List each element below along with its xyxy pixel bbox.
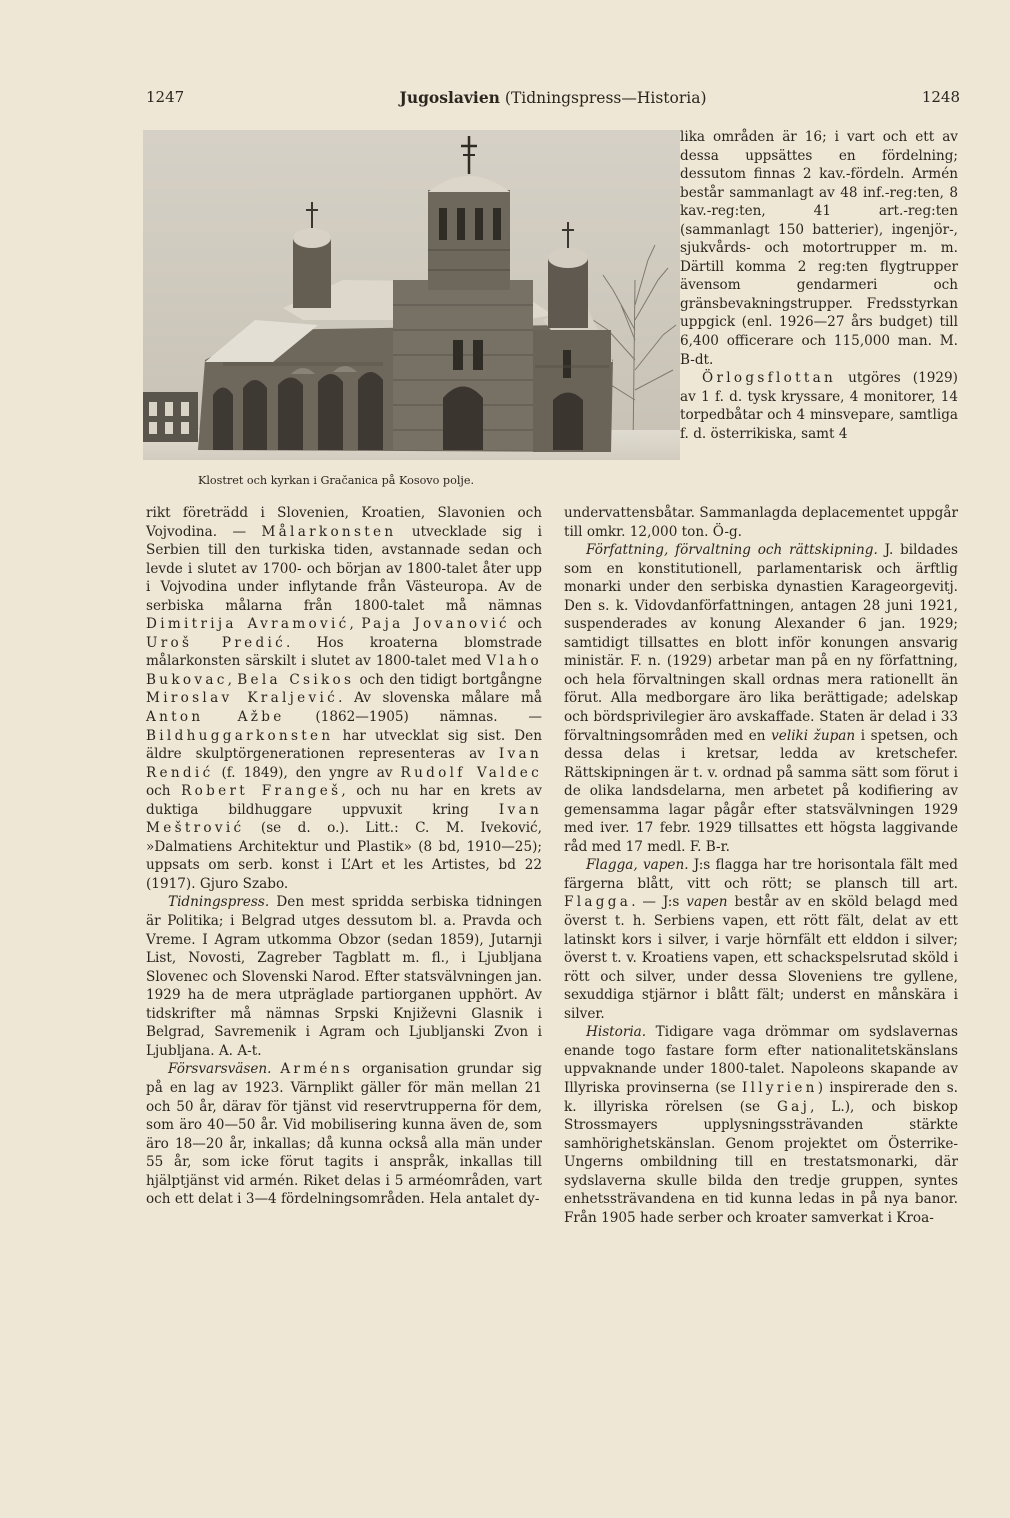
- name-csikos: Bela Csikos: [237, 671, 355, 688]
- text-fragment: . — J:s: [631, 894, 680, 911]
- ref-illyrien: Illyrien: [741, 1079, 818, 1096]
- running-title: [146, 88, 960, 107]
- right-column: [564, 504, 958, 1227]
- orlog-text: utgöres (1929) av 1 f. d. tysk kryssare, 4 monitorer, 14 torpedbåtar och 4 minsvepare, samtliga f. d. österrikiska, samt 4: [680, 370, 958, 442]
- text-fragment: , L.), och biskop Strossmayers upplysningssträvanden stärkte samhörighetskänslan. Genom projektet om Österrike-Ungerns ombildning till en trestatsmonarki, där sydslaverna skulle bilda den tredje gruppen, syntes enhetssträvandena en tid kunna ledas in på nya banor. Från 1905 hade serber och kroater samverkat i Kroa-: [564, 1098, 958, 1226]
- paragraph-historia: [564, 1023, 958, 1227]
- term-orlogsflottan: Örlogsflottan: [702, 370, 837, 387]
- text-fragment: . Av slovenska målare må: [338, 690, 542, 707]
- church-photo: [143, 130, 680, 460]
- name-jovanovic: Paja Jovanović: [361, 616, 510, 633]
- heading-historia: Historia.: [586, 1024, 647, 1041]
- page-number-left: 1247: [146, 88, 185, 106]
- text-fragment: (se d. o.). Litt.: C. M. Iveković, »Dalmatiens Architektur und Plastik» (8 bd, 1910—25); uppsats om serb. konst i L’Art et les Artistes, bd 22 (1917). Gjuro Szabo.: [146, 820, 542, 892]
- name-franges: Robert Frangeš: [181, 783, 342, 800]
- text-fragment: rikt företrädd i Slovenien, Kroatien, Slavonien och Vojvodina. —: [146, 505, 542, 540]
- name-avramovic: Dimitrija Avramović: [146, 616, 350, 633]
- name-kraljevic: Miroslav Kraljević: [146, 690, 339, 707]
- text-fragment: (1862—1905) nämnas. —: [315, 709, 542, 726]
- paragraph-forsvarsvasen: [146, 1060, 542, 1208]
- heading-forsvarsvasen: Försvarsväsen.: [168, 1061, 272, 1078]
- text-fragment: Den mest spridda serbiska tidningen är Politika; i Belgrad utges dessutom bl. a. Pravda och Vreme. I Agram utkomma Obzor (sedan 1859), Jutarnji List, Novosti, Zagreber Tagblatt m. fl., i Ljubljana Slovenec och Slovenski Narod. Efter statsvälvningen jan. 1929 ha de mera utpräglade partiorganen upphört. Av tidskrifter må nämnas Srpski Književni Glasnik i Belgrad, Savremenik i Agram och Ljubljanski Zvon i Ljubljana. A. A-t.: [146, 894, 542, 1059]
- heading-tidningspress: Tidningspress.: [168, 894, 270, 911]
- term-armens: Arméns: [280, 1061, 354, 1078]
- name-mestrovic: Ivan Meštrović: [146, 801, 542, 837]
- paragraph-flagga: [564, 856, 958, 1023]
- name-valdec: Rudolf Valdec: [400, 764, 543, 781]
- paragraph-orlog-cont: undervattensbåtar. Sammanlagda deplacementet uppgår till omkr. 12,000 ton. Ö-g.: [564, 505, 958, 540]
- name-predic: Uroš Predić: [146, 634, 287, 651]
- text-fragment: består av en sköld belagd med överst t. h. Serbiens vapen, ett rött fält, delat av ett latinskt kors i silver, i varje hörnfält ett elddon i silver; överst t. v. Kroatiens vapen, ett schackspelsrutad sköld i rött och silver, under dessa Sloveniens tre gyllene, sexuddiga stjärnor i blått fält; underst en månskära i silver.: [564, 894, 959, 1022]
- text-fragment: . Hos kroaterna blomstrade målarkonsten särskilt i slutet av 1800-talet med: [146, 634, 542, 670]
- text-fragment: Tidigare vaga drömmar om sydslavernas enande togo fastare form efter nationalitetskänslans uppvaknande under 1800-talet. Napoleons skapande av Illyriska provinserna (se: [564, 1024, 958, 1096]
- name-bukovac: Vlaho Bukovac: [146, 653, 542, 688]
- text-fragment: i spetsen, och dessa delas i kretsar, ledda av kretschefer. Rättskipningen är t. v. ordnad på samma sätt som förut i de olika landsdelarna, men arbetet på kodifiering av gemensamma lagar pågår efter statsvälvningen 1929 med iver. 17 febr. 1929 tillsattes ett högsta laggivande råd med 17 medl. F. B-r.: [564, 727, 959, 855]
- ref-gaj: Gaj: [777, 1098, 811, 1115]
- paragraph-tidningspress: [146, 893, 542, 1060]
- text-fragment: ) inspirerade den s. k. illyriska rörelsen (se: [564, 1079, 958, 1115]
- text-fragment: J. bildades som en konstitutionell, parlamentarisk och ärftlig monarki under den serbiska dynastien Karageorgevitj. Den s. k. Vidovdanförfattningen, antagen 28 juni 1921, suspenderades av konung Alexander 6 jan. 1929; samtidigt tillsattes en blott inför konungen ansvarig ministär. F. n. (1929) arbetar man på en ny författning, och hela förvaltningen skall ordnas mera rationellt än förut. Alla medborgare äro lika berättigade; adelskap och bördsprivilegier äro avskaffade. Staten är delad i 33 förvaltningsområden med en: [564, 542, 958, 744]
- name-azbe: Anton Ažbe: [146, 709, 285, 726]
- text-fragment: organisation grundar sig på en lag av 1923. Värnplikt gäller för män mellan 21 och 50 år, därav för tjänst vid reservtrupperna för dem, som äro 40—50 år. Vid mobilisering kunna även de, som äro 18—20 år, inkallas; då kunna också alla män under 55 år, som icke förut tagits i anspråk, inkallas till hjälptjänst vid armén. Riket delas i 5 arméområden, vart och ett delat i 3—4 fördelningsområden. Hela antalet dy-: [146, 1061, 542, 1208]
- text-fragment: utvecklade sig i Serbien till den turkiska tiden, avstannade sedan och levde i slutet av 1700- och början av 1800-talet åter upp i Vojvodina under inflytande från Västeuropa. Av de serbiska målarna från 1800-talet må nämnas: [146, 523, 542, 614]
- running-title-rest: (Tidningspress—Historia): [504, 89, 707, 107]
- text-fragment: (f. 1849), den yngre av: [221, 764, 393, 781]
- page-header: [146, 88, 960, 112]
- figure-caption: Klostret och kyrkan i Gračanica på Kosovo polje.: [198, 474, 475, 487]
- name-rendic: Ivan Rendić: [146, 746, 542, 781]
- text-fragment: och den tidigt bortgångne: [359, 671, 542, 688]
- text-fragment: J:s flagga har tre horisontala fält med färgerna blått, vitt och rött; se plansch till art.: [564, 857, 958, 892]
- right-column-top: [680, 128, 958, 443]
- paragraph-forfattning: [564, 541, 958, 856]
- text-fragment: och: [146, 783, 171, 800]
- text-fragment: och: [517, 616, 542, 633]
- heading-forfattning: Författning, förvaltning och rättskipning.: [586, 542, 878, 559]
- text-fragment: , och nu har en krets av duktiga bildhuggare uppvuxit kring: [146, 783, 542, 818]
- paragraph-armen-cont: lika områden är 16; i vart och ett av dessa uppsättes en fördelning; dessutom finnas 2 kav.-fördeln. Armén består sammanlagt av 48 inf.-reg:ten, 8 kav.-reg:ten, 41 art.-reg:ten (sammanlagt 150 batterier), ingenjör-, sjukvårds- och motortrupper m. m. Därtill komma 2 reg:ten flygtrupper ävensom gendarmeri och gränsbevakningstrupper. Fredsstyrkan uppgick (enl. 1926—27 års budget) till 6,400 officerare och 115,000 man. M. B-dt.: [680, 129, 958, 368]
- left-column: [146, 504, 542, 1209]
- term-bildhuggarkonsten: Bildhuggarkonsten: [146, 727, 334, 744]
- paragraph-konst: rikt företrädd i Slovenien, Kroatien, Slavonien och Vojvodina. — Målarkonsten utvecklade sig i Serbien till den turkiska tiden, avstannade sedan och levde i slutet av 1700- och början av 1800-talet åter upp i Vojvodina under inflytande från Västeuropa. Av de serbiska målarna från 1800-talet må nämnas Dimitrija Avramović, Paja Jovanović och Uroš Predić. Hos kroaterna blomstrade målarkonsten särskilt i slutet av 1800-talet med Vlaho Bukovac, Bela Csikos och den tidigt bortgångne Miroslav Kraljević. Av slovenska målare må Anton Ažbe (1862—1905) nämnas. — Bildhuggarkonsten har utvecklat sig sist. Den äldre skulptörgenerationen representeras av Ivan Rendić (f. 1849), den yngre av Rudolf Valdec och Robert Frangeš, och nu har en krets av duktiga bildhuggare uppvuxit kring Ivan Meštrović (se d. o.). Litt.: C. M. Iveković, »Dalmatiens Architektur und Plastik» (8 bd, 1910—25); uppsats om serb. konst i L’Art et les Artistes, bd 22 (1917). Gjuro Szabo.: [146, 505, 543, 892]
- heading-flagga: Flagga, vapen.: [586, 857, 689, 874]
- term-vapen: vapen: [686, 894, 728, 911]
- page-number-right: 1248: [921, 88, 960, 106]
- text-fragment: har utvecklat sig sist. Den äldre skulptörgenerationen representeras av: [146, 727, 542, 763]
- ref-flagga: Flagga: [564, 894, 632, 911]
- running-title-bold: Jugoslavien: [399, 88, 500, 107]
- term-malarkonsten: Målarkonsten: [261, 523, 397, 540]
- paragraph-orlogsflottan: [680, 369, 958, 443]
- term-veliki-zupan: veliki župan: [771, 727, 856, 744]
